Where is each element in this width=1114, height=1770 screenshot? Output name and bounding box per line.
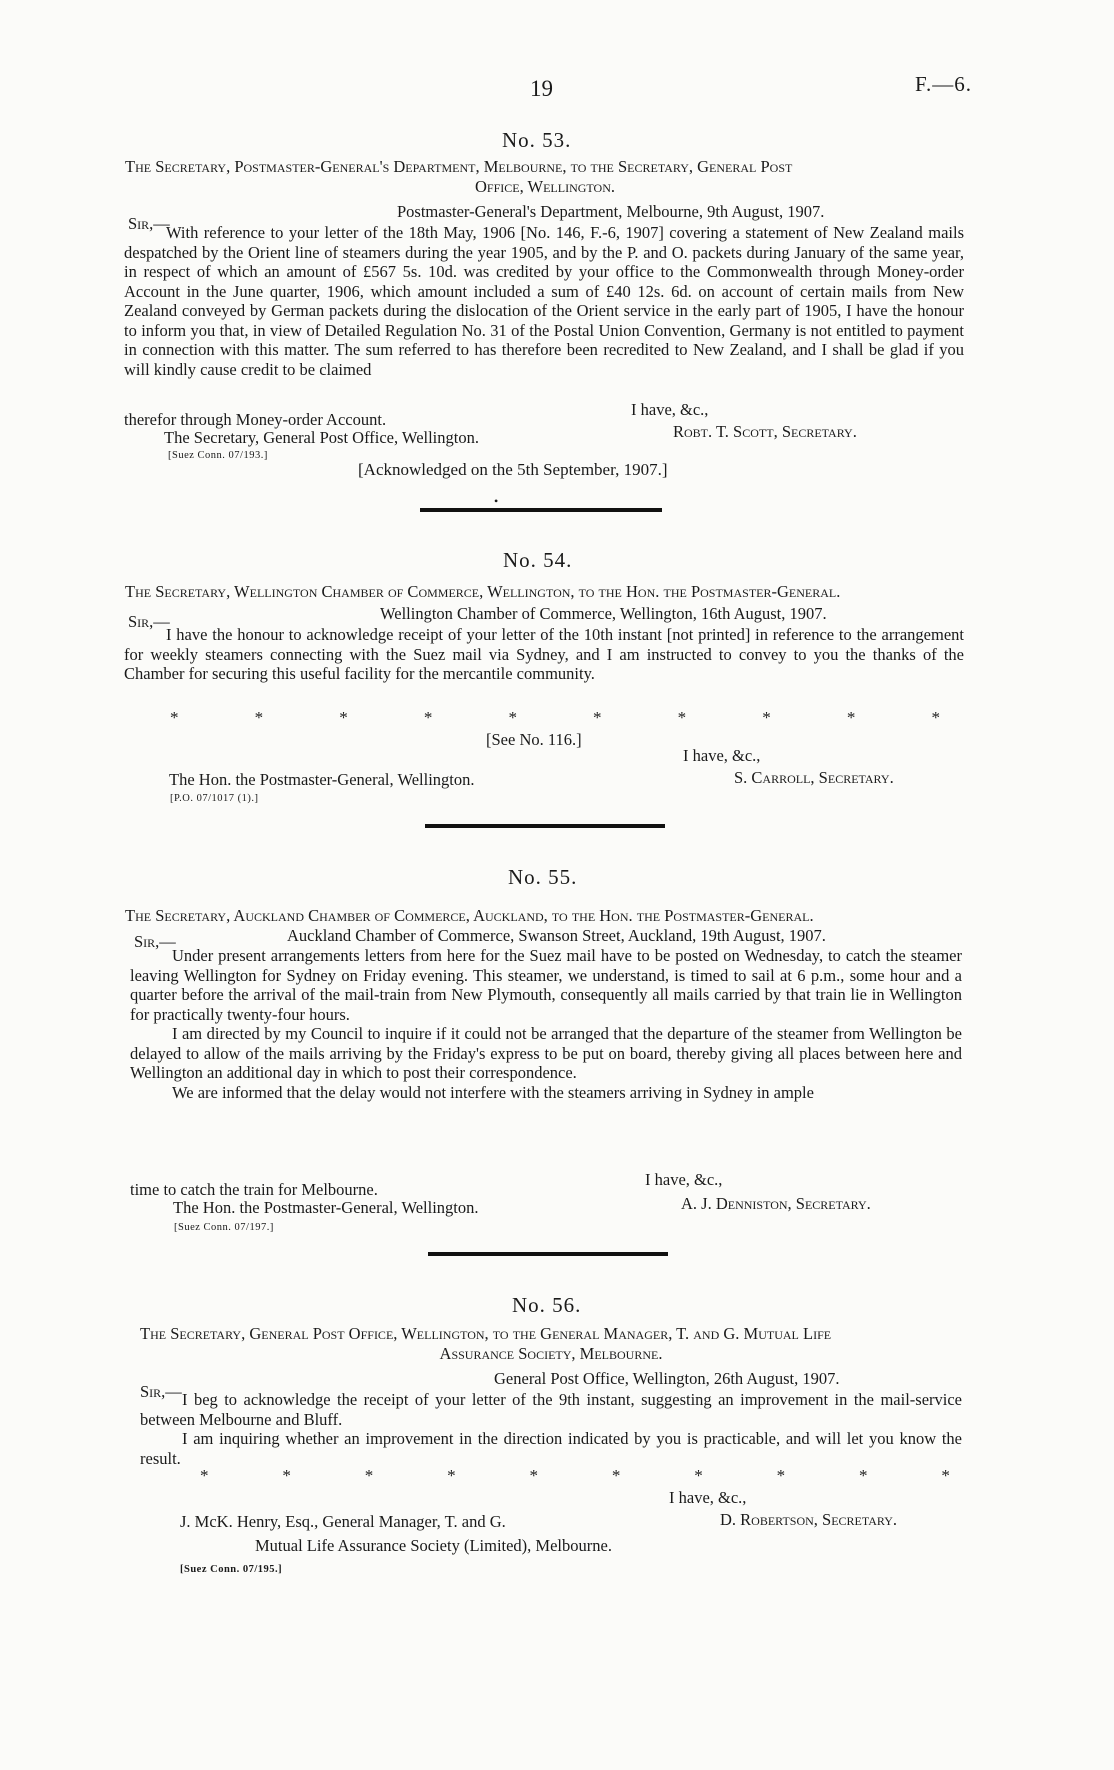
letter-53-paragraph: With reference to your letter of the 18th May, 1906 [No. 146, F.-6, 1907] covering a statement of New Zealand mails despatched by the Orient line of steamers during the year 1905, and by the P. and O. packets during January of the same year, in respect of which an amount of £567 5s. 10d. was credited by your office to the Commonwealth through Money-order Account in the June quarter, 1906, which amount included a sum of £40 12s. 6d. on account of certain mails from New Zealand conveyed by German packets during the dislocation of the Orient service in the early part of 1905, I have the honour to inform you that, in view of Detailed Regulation No. 31 of the Postal Union Convention, Germany is not entitled to payment in connection with this matter. The sum referred to has therefore been recredited to New Zealand, and I shall be glad if you will kindly cause credit to be claimed — [124, 223, 964, 379]
letter-55-heading-line1: The Secretary, Auckland Chamber of Commerce, Auckland, to the Hon. the Postmaster-General. — [125, 906, 814, 925]
letter-53-heading-line2: Office, Wellington. — [474, 177, 615, 196]
letter-56-closing: I have, &c., — [669, 1488, 747, 1507]
letter-54-dateline: Wellington Chamber of Commerce, Wellington, 16th August, 1907. — [380, 604, 827, 623]
letter-54-body — [124, 625, 964, 684]
letter-53-file-ref: [Suez Conn. 07/193.] — [168, 450, 268, 461]
letter-56-file-ref: [Suez Conn. 07/195.] — [180, 1564, 283, 1575]
letter-55-file-ref: [Suez Conn. 07/197.] — [174, 1222, 274, 1233]
letter-53-body — [124, 223, 964, 379]
letter-55-heading — [125, 906, 965, 926]
asterisk: * — [423, 708, 433, 727]
elision-asterisks — [200, 1466, 950, 1486]
letter-56-body — [140, 1390, 962, 1468]
letter-53-closing: I have, &c., — [631, 400, 709, 419]
letter-53-heading — [125, 157, 965, 197]
letter-53-last-line: therefor through Money-order Account. — [124, 410, 387, 429]
letter-54-heading-line1: The Secretary, Wellington Chamber of Commerce, Wellington, to the Hon. the Postmaster-General. — [125, 582, 841, 601]
letter-54-signature: S. Carroll, Secretary. — [734, 768, 894, 787]
dot-mark: • — [494, 494, 499, 508]
letter-55-paragraph-3: We are informed that the delay would not interfere with the steamers arriving in Sydney in ample — [172, 1082, 814, 1102]
asterisk: * — [200, 1466, 209, 1485]
asterisk: * — [254, 708, 264, 727]
letter-53-heading-line1: The Secretary, Postmaster-General's Department, Melbourne, to the Secretary, General Post — [125, 157, 793, 176]
letter-55-salutation: Sir,— — [134, 932, 176, 951]
letter-55-paragraph-1: Under present arrangements letters from here for the Suez mail have to be posted on Wednesday, to catch the steamer leaving Wellington for Sydney on Friday evening. This steamer, we understand, is timed to sail at 6 p.m., some hour and a quarter before the arrival of the mail-train from New Plymouth, consequently all mails carried by that train lie in Wellington for practically twenty-four hours. — [130, 946, 962, 1024]
letter-56-heading-line2: Assurance Society, Melbourne. — [439, 1344, 663, 1363]
asterisk: * — [762, 708, 771, 727]
asterisk: * — [593, 708, 602, 727]
letter-56-number: No. 56. — [512, 1293, 582, 1317]
asterisk: * — [339, 708, 348, 727]
asterisk: * — [508, 708, 517, 727]
letter-55-dateline: Auckland Chamber of Commerce, Swanson Street, Auckland, 19th August, 1907. — [287, 926, 826, 945]
letter-53-addressee: The Secretary, General Post Office, Wellington. — [164, 428, 479, 447]
letter-53-signature: Robt. T. Scott, Secretary. — [673, 422, 857, 441]
letter-56-paragraph-1: I beg to acknowledge the receipt of your letter of the 9th instant, suggesting an improvement in the mail-service between Melbourne and Bluff. — [140, 1390, 962, 1429]
asterisk: * — [694, 1466, 703, 1485]
letter-56-heading — [140, 1324, 962, 1364]
letter-56-signature: D. Robertson, Secretary. — [720, 1510, 898, 1529]
letter-54-heading — [125, 582, 965, 602]
letter-55-signature: A. J. Denniston, Secretary. — [681, 1194, 871, 1213]
letter-53-salutation: Sir,— — [128, 214, 170, 233]
letter-55-closing: I have, &c., — [645, 1170, 723, 1189]
letter-55-last-line: time to catch the train for Melbourne. — [130, 1180, 378, 1199]
section-divider — [425, 824, 665, 828]
elision-asterisks — [170, 708, 940, 728]
asterisk: * — [859, 1466, 868, 1485]
letter-55-paragraph-2: I am directed by my Council to inquire if it could not be arranged that the departure of the steamer from Wellington be delayed to allow of the mails arriving by the Friday's express to be put on board, thereby giving all places between here and Wellington an additional day in which to post their correspondence. — [130, 1024, 962, 1082]
letter-54-see-note: [See No. 116.] — [486, 730, 582, 749]
letter-56-addressee: J. McK. Henry, Esq., General Manager, T. and G. — [180, 1512, 506, 1531]
letter-55-body — [130, 946, 962, 1102]
letter-55-number: No. 55. — [508, 865, 578, 889]
letter-56-paragraph-2: I am inquiring whether an improvement in the direction indicated by you is practicable, and will let you know the result. — [140, 1429, 962, 1468]
asterisk: * — [941, 1466, 950, 1485]
asterisk: * — [931, 708, 940, 727]
letter-53-dateline: Postmaster-General's Department, Melbourne, 9th August, 1907. — [397, 202, 825, 221]
letter-54-addressee: The Hon. the Postmaster-General, Wellington. — [169, 770, 475, 789]
letter-54-file-ref: [P.O. 07/1017 (1).] — [170, 793, 259, 804]
letter-56-heading-line1: The Secretary, General Post Office, Wellington, to the General Manager, T. and G. Mutual Life — [140, 1324, 832, 1343]
letter-56-salutation: Sir,— — [140, 1382, 182, 1401]
letter-53-number: No. 53. — [502, 128, 572, 152]
asterisk: * — [611, 1466, 621, 1485]
asterisk: * — [529, 1466, 538, 1485]
letter-54-number: No. 54. — [503, 548, 573, 572]
letter-54-closing: I have, &c., — [683, 746, 761, 765]
page-number: 19 — [530, 76, 553, 101]
asterisk: * — [364, 1466, 374, 1485]
letter-53-acknowledged-note: [Acknowledged on the 5th September, 1907.] — [358, 460, 668, 479]
asterisk: * — [447, 1466, 456, 1485]
asterisk: * — [677, 708, 687, 727]
asterisk: * — [846, 708, 856, 727]
section-divider — [428, 1252, 668, 1256]
asterisk: * — [170, 708, 179, 727]
section-divider — [420, 508, 662, 512]
page-reference: F.—6. — [915, 72, 972, 96]
letter-55-addressee: The Hon. the Postmaster-General, Wellington. — [173, 1198, 479, 1217]
asterisk: * — [282, 1466, 291, 1485]
asterisk: * — [776, 1466, 786, 1485]
letter-56-addressee-line2: Mutual Life Assurance Society (Limited), Melbourne. — [255, 1536, 612, 1555]
letter-56-dateline: General Post Office, Wellington, 26th August, 1907. — [494, 1369, 840, 1388]
letter-54-paragraph: I have the honour to acknowledge receipt of your letter of the 10th instant [not printed] in reference to the arrangement for weekly steamers connecting with the Suez mail via Sydney, and I am instructed to convey to you the thanks of the Chamber for securing this useful facility for the mercantile community. — [124, 625, 964, 683]
letter-54-salutation: Sir,— — [128, 612, 170, 631]
